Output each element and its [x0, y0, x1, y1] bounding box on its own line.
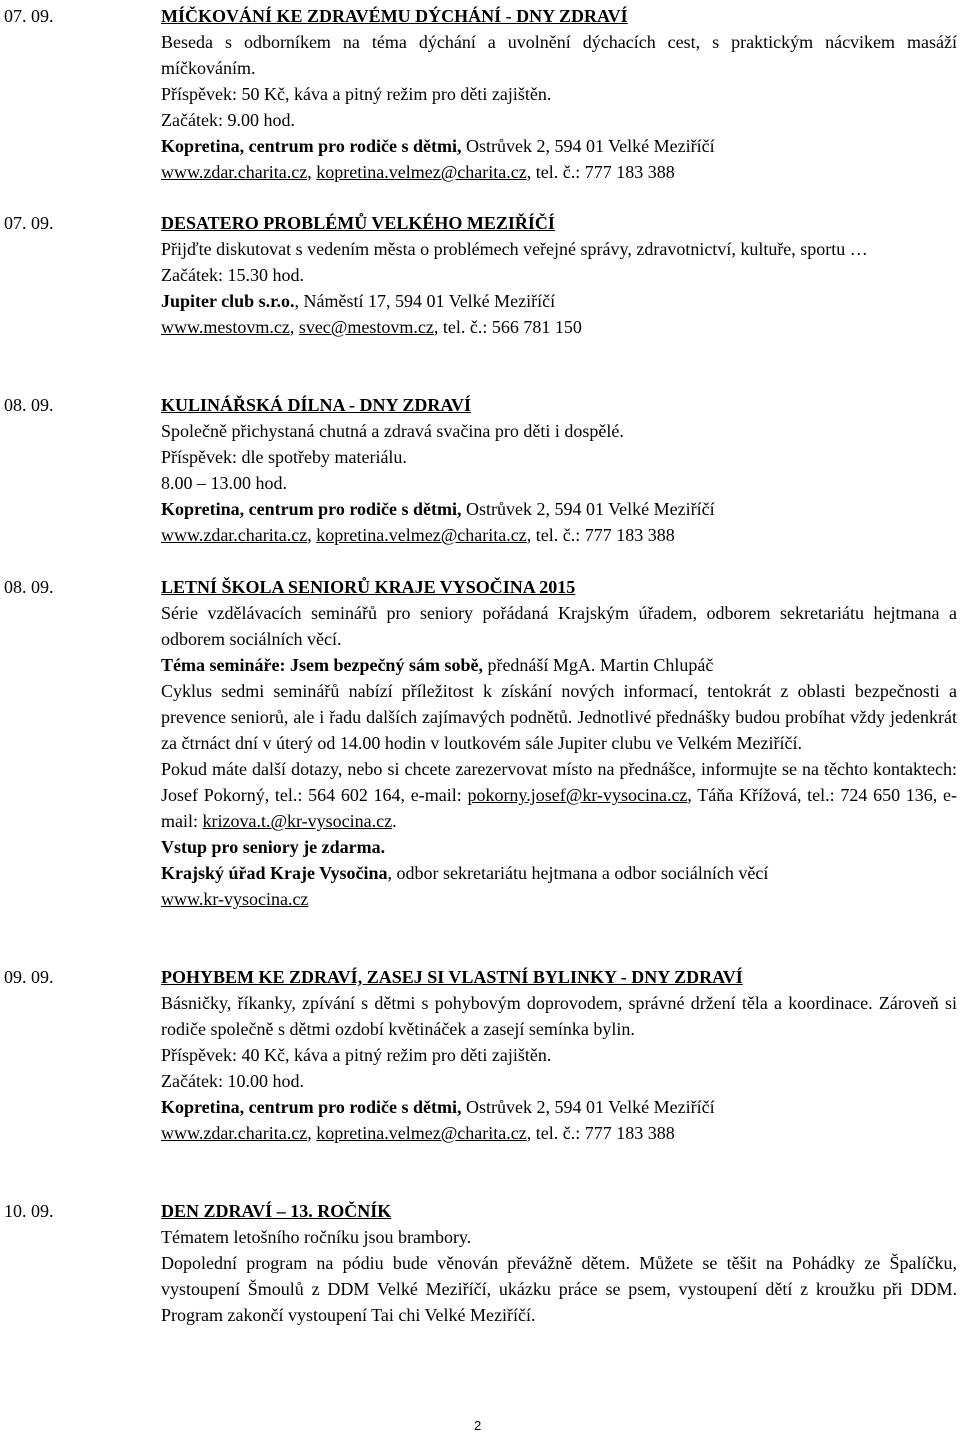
- event-start: Začátek: 9.00 hod.: [161, 110, 295, 130]
- venue-address: Ostrůvek 2, 594 01 Velké Meziříčí: [461, 499, 715, 519]
- web-link[interactable]: www.zdar.charita.cz: [161, 162, 308, 182]
- event-title: LETNÍ ŠKOLA SENIORŮ KRAJE VYSOČINA 2015: [161, 577, 576, 597]
- event-venue: [161, 288, 957, 314]
- event-fee: Příspěvek: dle spotřeby materiálu.: [161, 447, 407, 467]
- phone: , tel. č.: 777 183 388: [526, 525, 675, 545]
- free-entry: Vstup pro seniory je zdarma.: [161, 837, 386, 857]
- email-link[interactable]: kopretina.velmez@charita.cz: [316, 525, 527, 545]
- event-fee: Příspěvek: 40 Kč, káva a pitný režim pro děti zajištěn.: [161, 1045, 552, 1065]
- event-topic: [161, 652, 957, 678]
- event-contact: [161, 1120, 957, 1146]
- event-date: 08. 09.: [4, 395, 54, 415]
- event-contact: [161, 522, 957, 548]
- event-description: Básničky, říkanky, zpívání s dětmi s pohybovým doprovodem, správné držení těla a koordinace. Zároveň si rodiče společně s dětmi ozdobí květináček a zasejí semínka bylin.: [161, 993, 957, 1039]
- event-cycle-info: Cyklus sedmi seminářů nabízí příležitost k získání nových informací, tentokrát z oblasti bezpečnosti a prevence seniorů, ale i řadu dalších zajímavých podnětů. Jednotlivé přednášky budou probíhat vždy jedenkrát za čtrnáct dní v úterý od 14.00 hodin v loutkovém sále Jupiter clubu ve Velkém Meziříčí.: [161, 681, 957, 753]
- phone: , tel. č.: 777 183 388: [526, 162, 675, 182]
- separator: ,: [307, 525, 317, 545]
- event-content: [161, 3, 957, 185]
- venue-name: Kopretina, centrum pro rodiče s dětmi,: [161, 1097, 462, 1117]
- contact-email-link[interactable]: krizova.t.@kr-vysocina.cz: [202, 811, 393, 831]
- event-content: [161, 392, 957, 548]
- contact-email-link[interactable]: pokorny.josef@kr-vysocina.cz: [467, 785, 688, 805]
- event-date: 09. 09.: [4, 967, 54, 987]
- email-link[interactable]: kopretina.velmez@charita.cz: [316, 1123, 527, 1143]
- email-link[interactable]: kopretina.velmez@charita.cz: [316, 162, 527, 182]
- separator: ,: [289, 317, 299, 337]
- event-start: Začátek: 10.00 hod.: [161, 1071, 304, 1091]
- organizer-name: Krajský úřad Kraje Vysočina: [161, 863, 388, 883]
- event-venue: [161, 133, 957, 159]
- page-number: 2: [474, 1418, 482, 1433]
- event-venue: [161, 1094, 957, 1120]
- event-contact: [161, 886, 957, 912]
- event-description: Beseda s odborníkem na téma dýchání a uvolnění dýchacích cest, s praktickým nácvikem masáží míčkováním.: [161, 32, 957, 78]
- separator: ,: [307, 162, 317, 182]
- event-organizer: [161, 860, 957, 886]
- venue-address: Ostrůvek 2, 594 01 Velké Meziříčí: [461, 1097, 715, 1117]
- event-title: MÍČKOVÁNÍ KE ZDRAVÉMU DÝCHÁNÍ - DNY ZDRAVÍ: [161, 6, 628, 26]
- event-content: [161, 964, 957, 1146]
- venue-name: Kopretina, centrum pro rodiče s dětmi,: [161, 499, 462, 519]
- topic-name: Téma semináře: Jsem bezpečný sám sobě,: [161, 655, 483, 675]
- event-content: [161, 210, 957, 340]
- event-content: [161, 574, 957, 912]
- web-link[interactable]: www.zdar.charita.cz: [161, 1123, 308, 1143]
- event-description: Série vzdělávacích seminářů pro seniory pořádaná Krajským úřadem, odborem sekretariátu hejtmana a odborem sociálních věcí.: [161, 603, 957, 649]
- event-title: KULINÁŘSKÁ DÍLNA - DNY ZDRAVÍ: [161, 395, 472, 415]
- event-title: DEN ZDRAVÍ – 13. ROČNÍK: [161, 1201, 392, 1221]
- event-contact-info: [161, 756, 957, 834]
- event-title: POHYBEM KE ZDRAVÍ, ZASEJ SI VLASTNÍ BYLINKY - DNY ZDRAVÍ: [161, 967, 743, 987]
- event-venue: [161, 496, 957, 522]
- event-time: 8.00 – 13.00 hod.: [161, 473, 287, 493]
- email-link[interactable]: svec@mestovm.cz: [298, 317, 434, 337]
- event-content: [161, 1198, 957, 1328]
- web-link[interactable]: www.kr-vysocina.cz: [161, 889, 309, 909]
- event-description: Dopolední program na pódiu bude věnován převážně dětem. Můžete se těšit na Pohádky ze Špalíčku, vystoupení Šmoulů z DDM Velké Meziříčí, ukázku práce se psem, vystoupení dětí z kroužku při DDM. Program zakončí vystoupení Tai chi Velké Meziříčí.: [161, 1253, 957, 1325]
- venue-address: Ostrůvek 2, 594 01 Velké Meziříčí: [461, 136, 715, 156]
- event-theme: Tématem letošního ročníku jsou brambory.: [161, 1227, 472, 1247]
- event-date: 07. 09.: [4, 213, 54, 233]
- event-date: 07. 09.: [4, 6, 54, 26]
- venue-address: , Náměstí 17, 594 01 Velké Meziříčí: [294, 291, 556, 311]
- contact-text: , Táňa Křížová, tel.: 724 650 136, e-mail:: [161, 785, 957, 831]
- topic-lecturer: přednáší MgA. Martin Chlupáč: [482, 655, 714, 675]
- event-description: Společně přichystaná chutná a zdravá svačina pro děti i dospělé.: [161, 421, 624, 441]
- event-description: Přijďte diskutovat s vedením města o problémech veřejné správy, zdravotnictví, kultuře, sportu …: [161, 239, 868, 259]
- event-title: DESATERO PROBLÉMŮ VELKÉHO MEZIŘÍČÍ: [161, 213, 555, 233]
- organizer-dept: , odbor sekretariátu hejtmana a odbor sociálních věcí: [387, 863, 769, 883]
- event-start: Začátek: 15.30 hod.: [161, 265, 304, 285]
- event-fee: Příspěvek: 50 Kč, káva a pitný režim pro děti zajištěn.: [161, 84, 552, 104]
- phone: , tel. č.: 566 781 150: [433, 317, 582, 337]
- venue-name: Kopretina, centrum pro rodiče s dětmi,: [161, 136, 462, 156]
- event-contact: [161, 159, 957, 185]
- web-link[interactable]: www.mestovm.cz: [161, 317, 290, 337]
- web-link[interactable]: www.zdar.charita.cz: [161, 525, 308, 545]
- contact-text: Pokud máte další dotazy, nebo si chcete zarezervovat místo na přednášce, informujte se na těchto kontaktech: Josef Pokorný, tel.: 564 602 164, e-mail:: [161, 759, 957, 805]
- venue-name: Jupiter club s.r.o.: [161, 291, 295, 311]
- event-date: 10. 09.: [4, 1201, 54, 1221]
- event-contact: [161, 314, 957, 340]
- event-date: 08. 09.: [4, 577, 54, 597]
- contact-text: .: [392, 811, 397, 831]
- phone: , tel. č.: 777 183 388: [526, 1123, 675, 1143]
- separator: ,: [307, 1123, 317, 1143]
